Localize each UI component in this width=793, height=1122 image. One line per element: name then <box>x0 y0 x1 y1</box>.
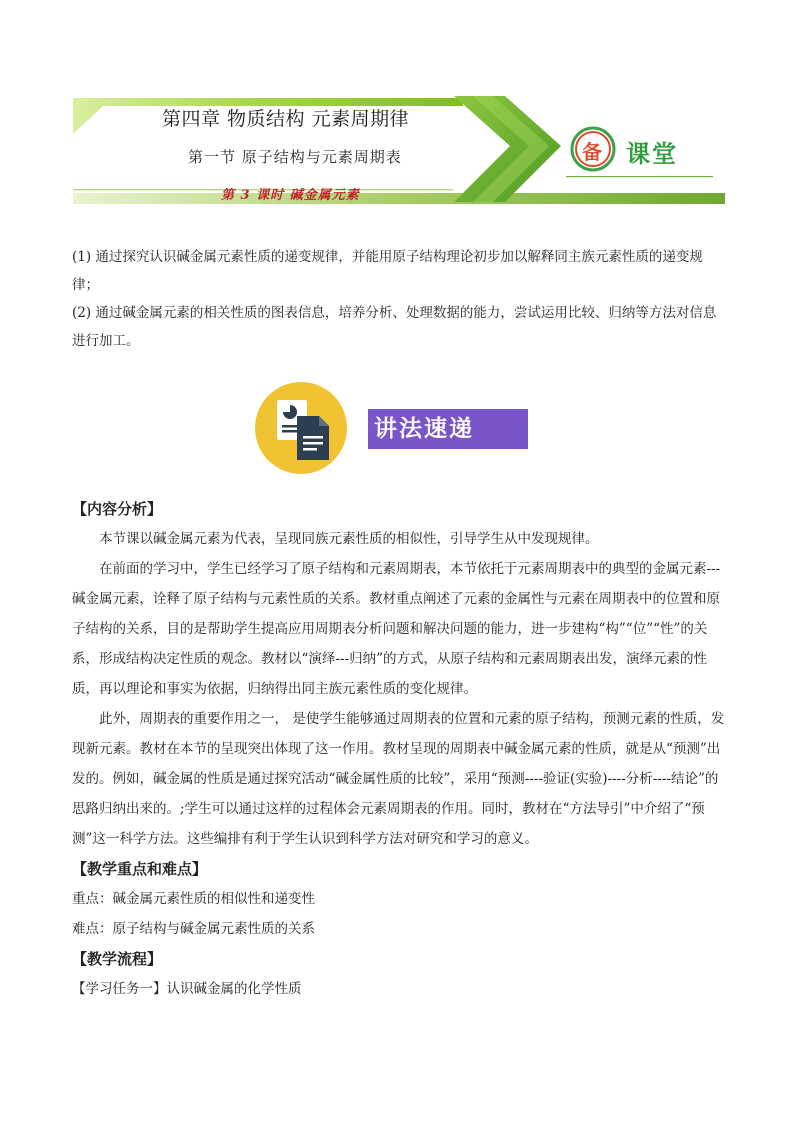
section-banner <box>253 380 533 476</box>
objective-item: (1) 通过探究认识碱金属元素性质的递变规律，并能用原子结构理论初步加以解释同主族元素性质的递变规律； <box>72 249 703 293</box>
badge-label: 课堂 <box>626 140 678 168</box>
content-analysis-heading: 【内容分析】 <box>72 500 163 518</box>
teaching-flow-heading: 【教学流程】 <box>72 950 163 968</box>
learning-task-1: 【学习任务一】认识碱金属的化学性质 <box>72 981 302 997</box>
chapter-title: 第四章 物质结构 元素周期律 <box>162 108 410 130</box>
badge-char: 备 <box>582 140 602 164</box>
paragraph: 此外，周期表的重要作用之一， 是使学生能够通过周期表的位置和元素的原子结构，预测元素的性质，发现新元素。教材在本节的呈现突出体现了这一作用。教材呈现的周期表中碱金属元素的性质，就是从“预测”出发的。例如，碱金属的性质是通过探究活动“碱金属性质的比较”，采用“预测----验证(实验)----分析----结论”的思路归纳出来的。;学生可以通过这样的过程体会元素周期表的作用。同时，教材在“方法导引”中介绍了“预测”这一科学方法。这些编排有利于学生认识到科学方法对研究和学习的意义。 <box>72 711 725 847</box>
key-points-heading: 【教学重点和难点】 <box>72 860 208 878</box>
key-point-focus: 重点：碱金属元素性质的相似性和递变性 <box>72 891 315 907</box>
objective-item: (2) 通过碱金属元素的相关性质的图表信息，培养分析、处理数据的能力，尝试运用比较、归纳等方法对信息进行加工。 <box>72 305 717 349</box>
paragraph: 本节课以碱金属元素为代表，呈现同族元素性质的相似性，引导学生从中发现规律。 <box>99 531 599 547</box>
key-point-difficulty: 难点：原子结构与碱金属元素性质的关系 <box>72 921 315 937</box>
header-banner <box>73 94 725 206</box>
lesson-title: 第 3 课时 碱金属元素 <box>221 188 360 203</box>
document-icon <box>253 378 353 478</box>
objectives-list <box>72 243 726 355</box>
paragraph: 在前面的学习中，学生已经学习了原子结构和元素周期表，本节依托于元素周期表中的典型的金属元素---碱金属元素，诠释了原子结构与元素性质的关系。教材重点阐述了元素的金属性与元素在周期表中的位置和原子结构的关系，目的是帮助学生提高应用周期表分析问题和解决问题的能力，进一步建构“构”“位”“性”的关系，形成结构决定性质的观念。教材以“演绎---归纳”的方式，从原子结构和元素周期表出发，演绎元素的性质，再以理论和事实为依据，归纳得出同主族元素性质的变化规律。 <box>72 561 721 697</box>
section-title: 第一节 原子结构与元素周期表 <box>188 148 402 166</box>
banner-label: 讲法速递 <box>368 409 528 449</box>
main-content <box>72 494 726 1004</box>
